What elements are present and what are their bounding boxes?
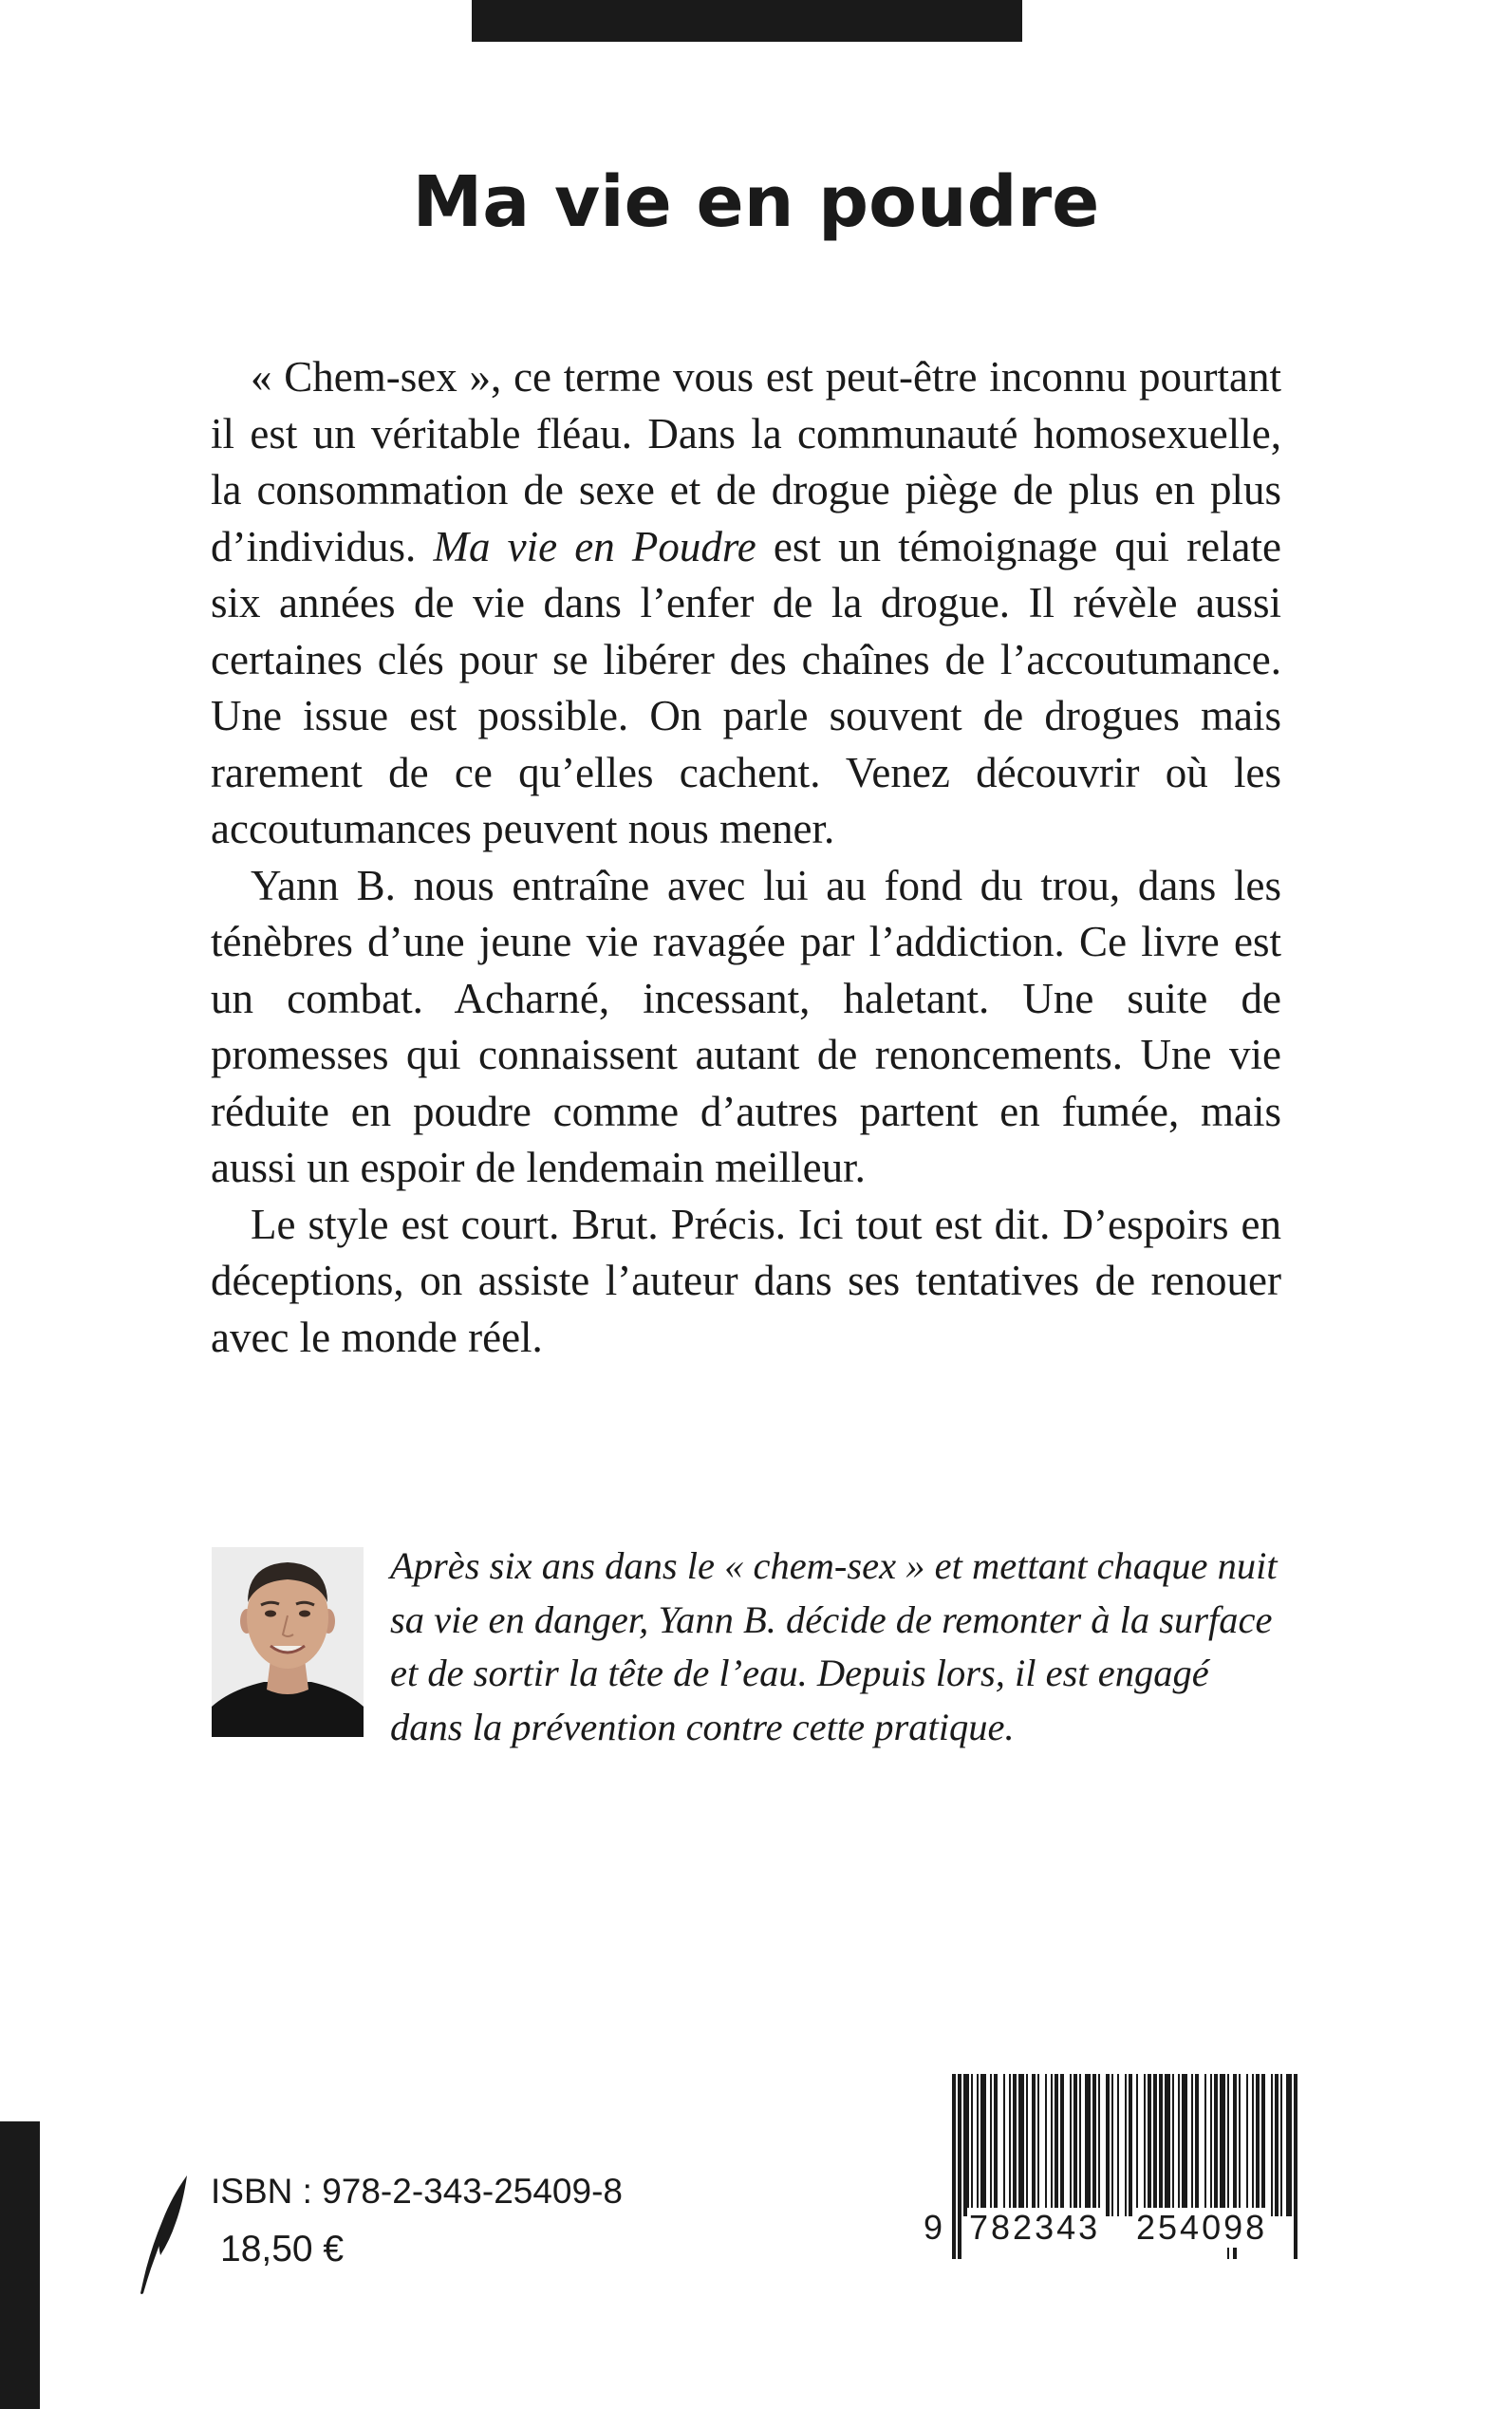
barcode-bar bbox=[1037, 2074, 1039, 2216]
blurb-paragraph-2: Yann B. nous entraîne avec lui au fond du trou, dans les ténèbres d’une jeune vie ravagée par l’addiction. Ce livre est un combat. Acharné, incessant, haletant. Une suite de promesses qui connaissent autant de renoncements. Une vie réduite en poudre comme d’autres partent en fumée, mais aussi un espoir de lendemain meilleur. bbox=[211, 861, 1281, 1191]
author-photo bbox=[212, 1547, 364, 1737]
barcode-digit-group-1: 782343 bbox=[969, 2208, 1101, 2247]
barcode-bar bbox=[1070, 2074, 1072, 2216]
barcode-bar bbox=[990, 2074, 992, 2216]
barcode-bar bbox=[1125, 2074, 1127, 2216]
barcode-digits bbox=[924, 2208, 1307, 2255]
top-black-band bbox=[472, 0, 1022, 42]
barcode-bar bbox=[1275, 2074, 1279, 2216]
barcode-bar bbox=[1210, 2074, 1212, 2216]
barcode-bar bbox=[1165, 2074, 1170, 2216]
barcode-bar bbox=[1271, 2074, 1273, 2216]
barcode-bar bbox=[1280, 2074, 1282, 2216]
barcode-bar bbox=[1182, 2074, 1187, 2216]
barcode-bar bbox=[1073, 2074, 1077, 2216]
blurb-p1-end: est un témoignage qui relate six années de vie dans l’enfer de la drogue. Il révèle aussi certaines clés pour se libérer des chaînes de l’accoutumance. Une issue est possible. On parle souvent de drogues mais rarement de ce qu’elles cachent. Venez découvrir où les accoutumances peuvent nous mener. bbox=[211, 522, 1281, 852]
barcode-bar bbox=[1239, 2074, 1241, 2216]
barcode-bar bbox=[1220, 2074, 1225, 2216]
back-cover-blurb bbox=[211, 349, 1281, 1366]
barcode-bar bbox=[1191, 2074, 1193, 2216]
barcode-bar bbox=[1003, 2074, 1005, 2216]
barcode-first-digit: 9 bbox=[924, 2208, 946, 2247]
barcode-bar bbox=[1045, 2074, 1047, 2216]
blurb-book-title: Ma vie en Poudre bbox=[433, 522, 756, 570]
barcode-bar bbox=[1129, 2074, 1132, 2216]
barcode-bar bbox=[980, 2074, 986, 2216]
barcode-bar bbox=[1098, 2074, 1100, 2216]
barcode-bar bbox=[977, 2074, 979, 2216]
barcode-bar bbox=[1178, 2074, 1180, 2216]
barcode-bar bbox=[1252, 2074, 1254, 2216]
book-title: Ma vie en poudre bbox=[412, 161, 1100, 243]
bottom-left-black-band bbox=[0, 2121, 40, 2409]
feather-logo-icon bbox=[138, 2174, 195, 2297]
barcode-bar bbox=[1261, 2074, 1265, 2216]
barcode-bar bbox=[1148, 2074, 1151, 2216]
barcode-bar bbox=[1106, 2074, 1110, 2216]
barcode-bar bbox=[1195, 2074, 1199, 2216]
blurb-paragraph-1 bbox=[211, 349, 1281, 858]
blurb-p1-start: « Chem-sex », ce terme vous est peut-être inconnu pourtant il est un véritable fléau. Dans la communauté homosexuelle, la consommation de sexe et de drogue piège de plus en plus d’individus. bbox=[211, 353, 1281, 570]
barcode-bar bbox=[1111, 2074, 1113, 2216]
barcode-bar bbox=[1085, 2074, 1091, 2216]
barcode-bar bbox=[1055, 2074, 1058, 2216]
barcode-bar bbox=[971, 2074, 973, 2216]
barcode-bar bbox=[1144, 2074, 1146, 2216]
barcode-bar bbox=[1092, 2074, 1096, 2216]
barcode-bar bbox=[1159, 2074, 1163, 2216]
barcode-bar bbox=[1009, 2074, 1011, 2216]
barcode-bar bbox=[1117, 2074, 1119, 2216]
barcode-bar bbox=[1026, 2074, 1028, 2216]
barcode-bar bbox=[1018, 2074, 1024, 2216]
isbn-label: ISBN : 978-2-343-25409-8 bbox=[211, 2172, 623, 2211]
barcode-bar bbox=[1256, 2074, 1260, 2216]
barcode-bar bbox=[1079, 2074, 1081, 2216]
barcode-bar bbox=[1172, 2074, 1174, 2216]
barcode-bar bbox=[963, 2074, 969, 2216]
barcode-bar bbox=[1051, 2074, 1053, 2216]
barcode-bar bbox=[1136, 2074, 1138, 2216]
barcode-digit-group-2: 254098 bbox=[1136, 2208, 1268, 2247]
barcode-bar bbox=[1032, 2074, 1036, 2216]
barcode-bar bbox=[1060, 2074, 1064, 2216]
blurb-paragraph-3: Le style est court. Brut. Précis. Ici tout est dit. D’espoirs en déceptions, on assiste l’auteur dans ses tentatives de renouer avec le monde réel. bbox=[211, 1200, 1281, 1361]
barcode-bar bbox=[1214, 2074, 1218, 2216]
price-label: 18,50 € bbox=[220, 2229, 345, 2269]
barcode-bar bbox=[1246, 2074, 1248, 2216]
author-bio: Après six ans dans le « chem-sex » et mettant chaque nuit sa vie en danger, Yann B. décide de remonter à la surface et de sortir la tête de l’eau. Depuis lors, il est engagé dans la prévention contre cette pratique. bbox=[390, 1544, 1278, 1748]
barcode-bar bbox=[1013, 2074, 1017, 2216]
barcode-bar bbox=[1286, 2074, 1292, 2216]
barcode-bar bbox=[1204, 2074, 1206, 2216]
barcode-bar bbox=[994, 2074, 998, 2216]
barcode-bar bbox=[1153, 2074, 1157, 2216]
author-portrait-illustration bbox=[212, 1547, 364, 1737]
